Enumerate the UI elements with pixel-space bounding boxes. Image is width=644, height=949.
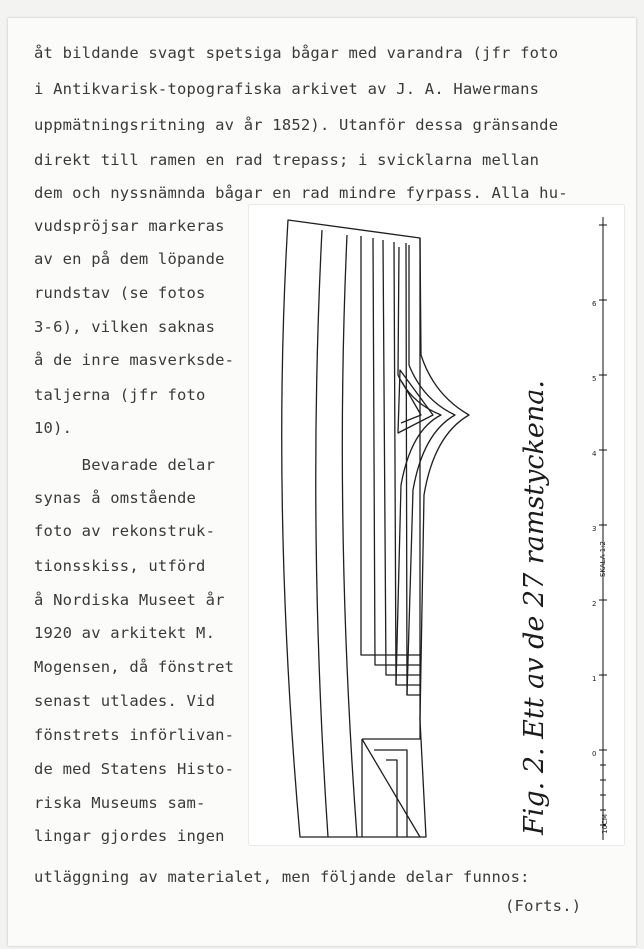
column-line: senast utlades. Vid [34,692,216,710]
column-line: 1920 av arkitekt M. [34,624,216,642]
column-line: de med Statens Histo- [34,760,235,778]
text-line: i Antikvarisk-topografiska arkivet av J. A. Hawermans [34,80,540,98]
column-line: foto av rekonstruk- [34,522,216,540]
text-line: direkt till ramen en rad trepass; i svicklarna mellan [34,151,540,169]
scale-number: 4 [592,450,597,458]
text-line: dem och nyssnämnda bågar en rad mindre fyrpass. Alla hu- [34,184,568,202]
scale-number: 6 [592,300,597,308]
continuation-note: (Forts.) [505,897,582,915]
column-line: Bevarade delar [34,456,216,474]
column-line: taljerna (jfr foto [34,386,206,404]
column-line: 3-6), vilken saknas [34,318,216,336]
column-line: vudspröjsar markeras [34,217,225,235]
text-line: åt bildande svagt spetsiga bågar med varandra (jfr foto [34,44,559,62]
scale-number: 1 [592,675,597,683]
scale-unit: 10CM [600,814,609,834]
text-line: uppmätningsritning av år 1852). Utanför dessa gränsande [34,116,559,134]
figure-caption: Fig. 2. Ett av de 27 ramstyckena. [519,380,550,835]
column-line: Mogensen, då fönstret [34,658,235,676]
column-line: fönstrets införlivan- [34,726,235,744]
column-line: riska Museums sam- [34,794,206,812]
scale-number: 5 [592,375,597,383]
column-line: av en på dem löpande [34,250,225,268]
scale-label: SKALA 1:2 [599,540,608,578]
column-line: rundstav (se fotos [34,284,206,302]
column-line: å Nordiska Museet år [34,591,225,609]
frame-piece-drawing [249,205,624,845]
column-line: tionsskiss, utförd [34,557,206,575]
frame-piece-photo [249,205,624,845]
column-line: å de inre masverksde- [34,351,235,369]
scale-number: 3 [592,525,597,533]
column-line: lingar gjordes ingen [34,827,225,845]
scale-number: 0 [592,750,597,758]
scale-number: 2 [592,600,597,608]
column-line: synas å omstående [34,489,197,507]
text-line: utläggning av materialet, men följande delar funnos: [34,868,530,886]
column-line: 10). [34,419,73,437]
